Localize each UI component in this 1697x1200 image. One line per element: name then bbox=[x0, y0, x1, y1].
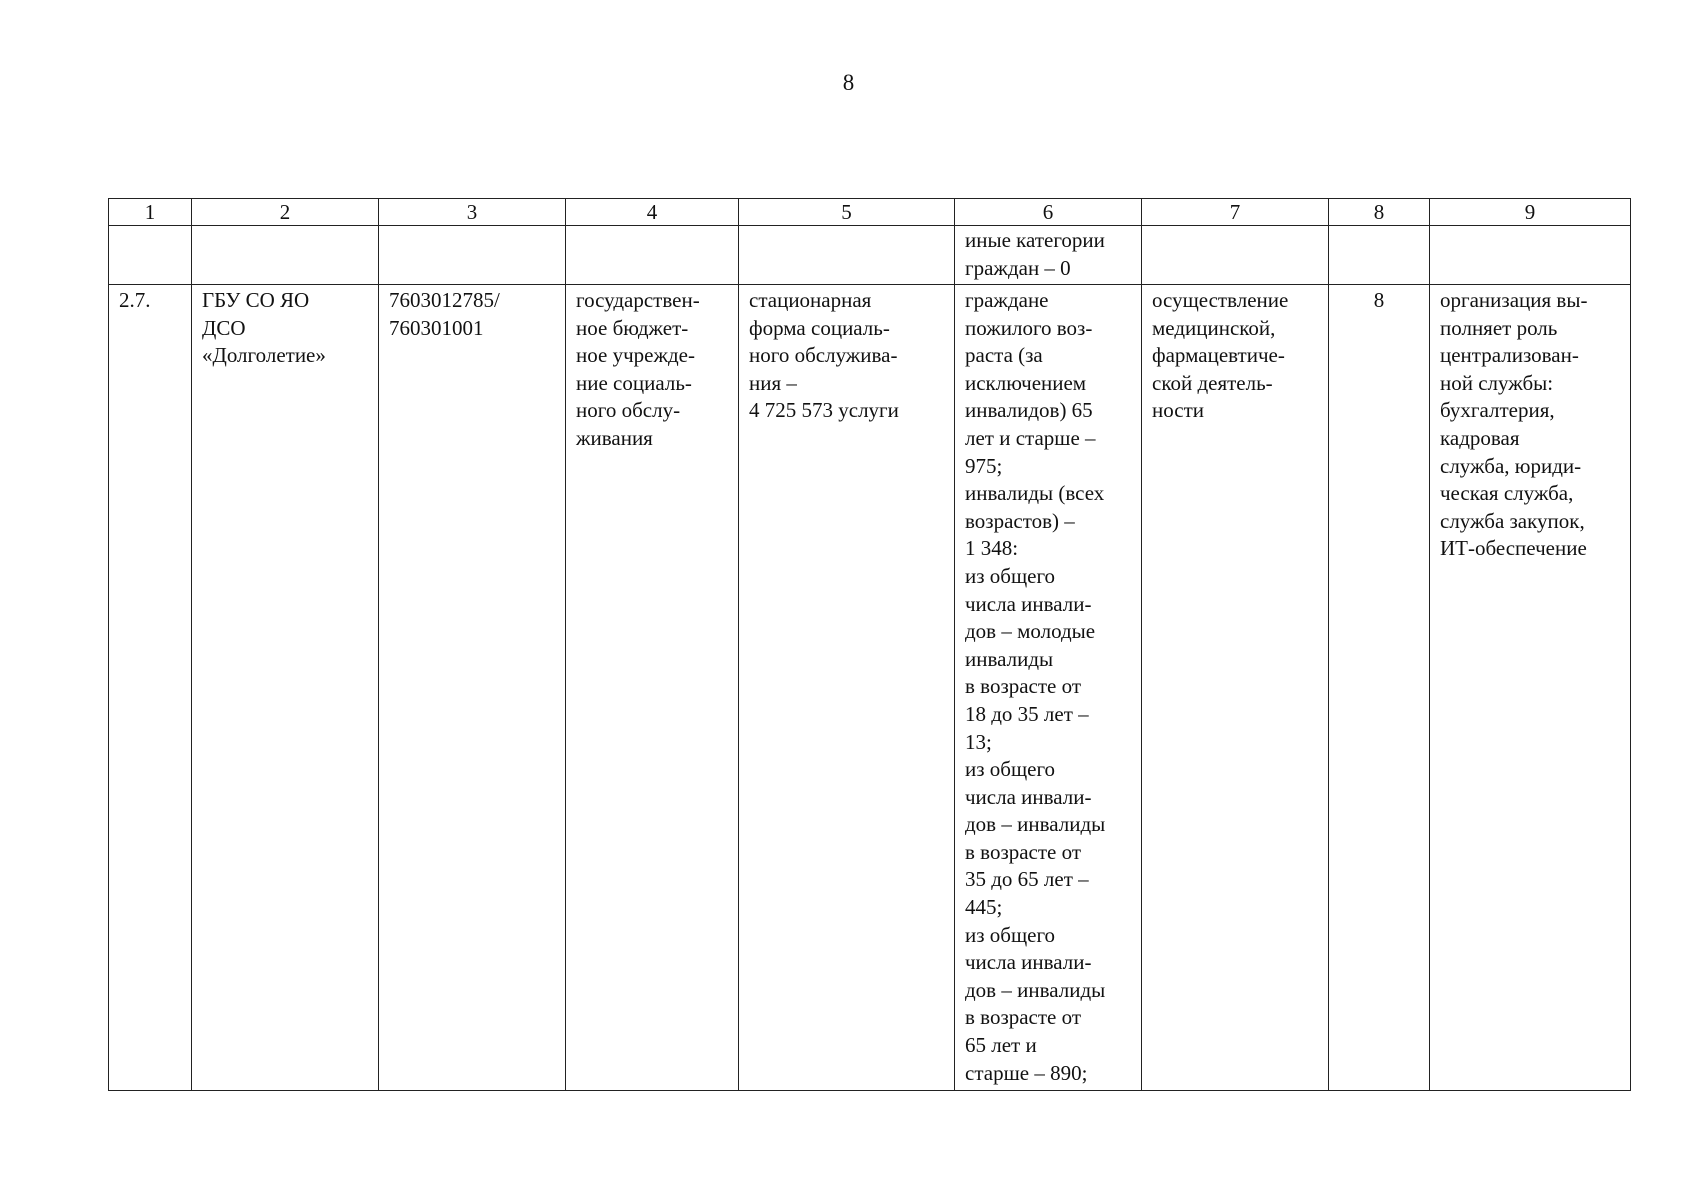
table-cell bbox=[1329, 226, 1430, 285]
table-cell bbox=[109, 226, 192, 285]
page-number: 8 bbox=[842, 70, 855, 95]
table-cell bbox=[379, 226, 566, 285]
continuation-row bbox=[109, 226, 1631, 285]
table-cell-inn-kpp: 7603012785/ 760301001 bbox=[379, 285, 566, 1091]
table-cell-service-form: стационарная форма социаль- ного обслужива- ния – 4 725 573 услуги bbox=[739, 285, 955, 1091]
table-cell bbox=[1430, 226, 1631, 285]
column-header: 3 bbox=[379, 199, 566, 226]
table-cell-count: 8 bbox=[1329, 285, 1430, 1091]
table-header-row bbox=[109, 199, 1631, 226]
table-cell bbox=[566, 226, 739, 285]
column-header: 9 bbox=[1430, 199, 1631, 226]
column-header: 8 bbox=[1329, 199, 1430, 226]
table-cell bbox=[739, 226, 955, 285]
table-cell-recipient-categories: граждане пожилого воз- раста (за исключением инвалидов) 65 лет и старше – 975; инвалиды (всех возрастов) – 1 348: из общего числа инвали- дов – молодые инвалиды в возрасте от 18 до 35 лет – 13; из общего числа инвали- дов – инвалиды в возрасте от 35 до 65 лет – 445; из общего числа инвали- дов – инвалиды в возрасте от 65 лет и старше – 890; bbox=[955, 285, 1142, 1091]
table-cell bbox=[1142, 226, 1329, 285]
column-header: 2 bbox=[192, 199, 379, 226]
column-header: 4 bbox=[566, 199, 739, 226]
table-row bbox=[109, 285, 1631, 1091]
table-cell-number: 2.7. bbox=[109, 285, 192, 1091]
table-cell-organization: ГБУ СО ЯО ДСО «Долголетие» bbox=[192, 285, 379, 1091]
table-cell-activity: осуществление медицинской, фармацевтиче- ской деятель- ности bbox=[1142, 285, 1329, 1091]
table-cell-notes: организация вы- полняет роль централизован- ной службы: бухгалтерия, кадровая служба, юриди- ческая служба, служба закупок, ИТ-обеспечение bbox=[1430, 285, 1631, 1091]
data-table bbox=[108, 198, 1631, 1091]
table-cell bbox=[192, 226, 379, 285]
column-header: 6 bbox=[955, 199, 1142, 226]
table-cell-categories-continued: иные категории граждан – 0 bbox=[955, 226, 1142, 285]
column-header: 1 bbox=[109, 199, 192, 226]
table-cell-institution-type: государствен- ное бюджет- ное учрежде- ние социаль- ного обслу- живания bbox=[566, 285, 739, 1091]
column-header: 5 bbox=[739, 199, 955, 226]
column-header: 7 bbox=[1142, 199, 1329, 226]
